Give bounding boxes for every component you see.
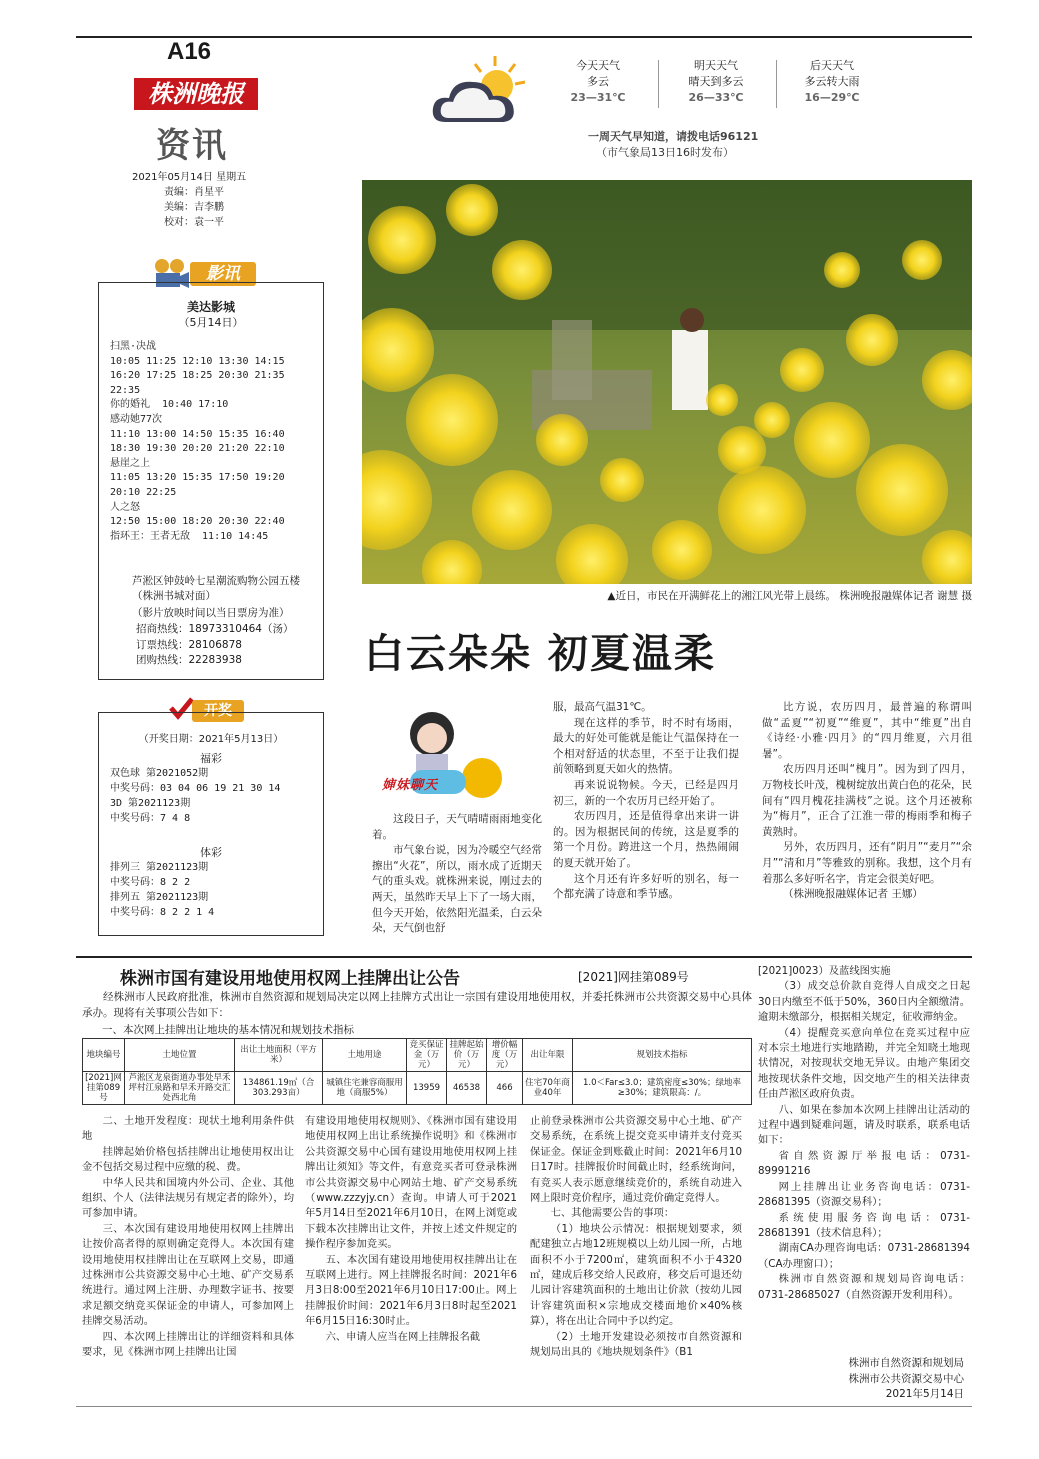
article-col1-paragraph: 市气象台说，因为冷暖空气经常擦出“火花”，所以，雨水成了近期天气的重头戏。就株洲来说，刚过去的两天，虽然昨天早上下了一场大雨，但今天开始，依然阳光温柔，白云朵朵，天气倒也舒 bbox=[372, 844, 542, 935]
news-photo bbox=[362, 180, 972, 584]
notice-col4-paragraph: 系统使用服务咨询电话：0731-28681391（技术信息科）； bbox=[758, 1211, 970, 1239]
td-years: 住宅70年商业40年 bbox=[523, 1072, 573, 1105]
notice-col2-paragraph: 五、本次国有建设用地使用权挂牌出让在互联网上进行。网上挂牌报名时间：2021年6月3日8:00至2021年6月10日17:00止。网上挂牌报价时间：2021年6月3日8时起至2021年6月15日16:30时止。 bbox=[305, 1253, 517, 1328]
welfare-line-1: 双色球 第2021052期 bbox=[110, 768, 209, 779]
welfare-line-2: 中奖号码：03 04 06 19 21 30 14 bbox=[110, 783, 281, 794]
lottery-date: （开奖日期：2021年5月13日） bbox=[138, 734, 284, 745]
weather-day-after bbox=[782, 58, 882, 106]
notice-col2-paragraph: 六、申请人应当在网上挂牌报名截 bbox=[325, 1330, 481, 1343]
notice-col1-paragraph: 四、本次网上挂牌出让的详细资料和具体要求，见《株洲市网上挂牌出让国 bbox=[82, 1330, 294, 1359]
notice-bottom-rule bbox=[76, 1406, 972, 1407]
notice-col4-paragraph: （3）成交总价款自竞得人自成交之日起30日内缴至不低于50%，360日内全额缴清。逾期未缴部分，根据相关规定，征收滞纳金。 bbox=[758, 980, 970, 1024]
article-col2-paragraph: 现在这样的季节，时不时有场雨，最大的好处可能就是能让气温保持在一个相对舒适的状态里，不至于让我们提前领略到夏天如火的热情。 bbox=[553, 716, 739, 776]
notice-col4-paragraph: [2021]0023）及蓝线图实施 bbox=[758, 965, 891, 977]
paper-logo: 株洲晚报 bbox=[134, 78, 258, 110]
article-col2-paragraph: 服，最高气温31℃。 bbox=[553, 701, 652, 713]
article-column-1 bbox=[372, 812, 542, 937]
article-col2-paragraph: 再来说说物候。今天，已经是四月初三，新的一个农历月已经开始了。 bbox=[553, 778, 739, 807]
cinema-address: 芦淞区钟鼓岭七星潮流购物公园五楼（株洲书城对面） bbox=[132, 575, 300, 602]
weather-tomorrow-label: 明天天气 bbox=[694, 59, 738, 72]
notice-col3-paragraph: （1）地块公示情况：根据规划要求，须配建独立占地12班规模以上幼儿园一所，占地面积不小于7200㎡，建筑面积不小于4320㎡，建成后移交给人民政府，移交后可退还幼儿园计容建筑面积的土地出让价款（按幼儿园计容建筑面积×宗地成交楼面地价×40%核算），将在出让合同中予以约定。 bbox=[530, 1222, 742, 1328]
list-item: 18:30 19:30 20:20 21:20 22:10 bbox=[110, 443, 285, 455]
notice-col4-paragraph: 省自然资源厅举报电话：0731-89991216 bbox=[758, 1149, 970, 1178]
td-usage: 城镇住宅兼容商服用地（商服5%） bbox=[323, 1072, 407, 1105]
sports-line-3: 排列五 第2021123期 bbox=[110, 892, 209, 903]
td-deposit: 13959 bbox=[407, 1072, 447, 1105]
list-item: 22:35 bbox=[110, 384, 141, 396]
th-increment: 增价幅度（万元） bbox=[487, 1039, 523, 1072]
list-item: 悬崖之上 bbox=[110, 457, 150, 469]
notice-column-4 bbox=[758, 964, 970, 1303]
td-location: 芦淞区龙泉街道办事处早禾坪村江泉路和早禾开路交汇处西北角 bbox=[125, 1072, 235, 1105]
th-area: 出让土地面积（平方米） bbox=[235, 1039, 323, 1072]
columnist-logo-text: 婶妹聊天 bbox=[382, 778, 439, 793]
notice-number: [2021]网挂第089号 bbox=[578, 970, 689, 984]
cinema-hotlines bbox=[136, 622, 293, 669]
sports-results bbox=[110, 860, 214, 920]
edition-info bbox=[132, 170, 246, 230]
list-item: 指环王：王者无敌 11:10 14:45 bbox=[110, 530, 269, 542]
article-col1-paragraph: 这段日子，天气晴晴雨雨地变化着。 bbox=[372, 813, 542, 841]
notice-col2-paragraph: 有建设用地使用权规则》、《株洲市国有建设用地使用权网上出让系统操作说明》和《株洲市公共资源交易中心国有建设用地使用权网上挂牌出让须知》等文件，有意竞买者可登录株洲市公共资源交易中心网站土地、矿产交易系统（www.zzzyjy.cn）查询。申请人可于2021年5月14日至2021年6月10日，在网上浏览或下载本次挂牌出让文件，并按上述文件规定的操作程序参加竞买。 bbox=[305, 1115, 517, 1251]
weather-divider-2 bbox=[776, 60, 777, 108]
proofreader: 校对：袁一平 bbox=[164, 217, 224, 228]
list-item: 16:20 17:25 18:25 20:30 21:35 bbox=[110, 370, 285, 382]
list-item: 扫黑·决战 bbox=[110, 341, 157, 352]
editor: 责编：肖星平 bbox=[164, 187, 224, 198]
weather-tomorrow bbox=[666, 58, 766, 106]
signer-1: 株洲市自然资源和规划局 bbox=[848, 1357, 964, 1369]
signer-2: 株洲市公共资源交易中心 bbox=[848, 1372, 964, 1385]
sports-line-2: 中奖号码：8 2 2 bbox=[110, 877, 191, 888]
notice-col3-paragraph: 止前登录株洲市公共资源交易中心土地、矿产交易系统，在系统上提交竞买申请并支付竞买保证金。保证金到账截止时间：2021年6月10日17时。挂牌报价时间截止时，经系统询问，有竞买人表示愿意继续竞价的，系统自动进入网上限时竞价程序，通过竞价确定竞得人。 bbox=[530, 1115, 742, 1205]
weather-day-after-label: 后天天气 bbox=[810, 59, 854, 72]
list-item: 11:05 13:20 15:35 17:50 19:20 bbox=[110, 472, 285, 484]
th-start-price: 挂牌起始价（万元） bbox=[447, 1039, 487, 1072]
section-title: 资讯 bbox=[156, 126, 228, 166]
art-editor: 美编：吉李鹏 bbox=[164, 202, 224, 213]
weather-today-desc: 多云 bbox=[587, 75, 609, 88]
th-plot-no: 地块编号 bbox=[83, 1039, 125, 1072]
cinema-schedule bbox=[110, 340, 320, 544]
article-column-2 bbox=[553, 700, 739, 903]
article-col3-paragraph: （株洲晚报融媒体记者 王娜） bbox=[783, 888, 923, 901]
article-col2-paragraph: 农历四月，还是值得拿出来讲一讲的。因为根据民间的传统，这是夏季的第一个月份。跨进这一个月，热热闹闹的夏天就开始了。 bbox=[553, 810, 739, 869]
welfare-line-4: 中奖号码：7 4 8 bbox=[110, 813, 191, 824]
notice-col4-paragraph: 八、如果在参加本次网上挂牌出让活动的过程中遇到疑难问题，请及时联系，联系电话如下： bbox=[758, 1103, 970, 1147]
photo-caption: ▲近日，市民在开满鲜花上的湘江风光带上晨练。 株洲晚报融媒体记者 谢慧 摄 bbox=[607, 590, 972, 602]
notice-column-3 bbox=[530, 1114, 742, 1361]
weather-hotline: 一周天气早知道，请拨电话96121 bbox=[588, 130, 759, 143]
th-location: 土地位置 bbox=[125, 1039, 235, 1072]
notice-col1-paragraph: 二、土地开发程度：现状土地利用条件供地 bbox=[82, 1115, 294, 1143]
list-item: 人之怒 bbox=[110, 501, 140, 513]
list-item: 20:10 22:25 bbox=[110, 486, 177, 498]
welfare-line-3: 3D 第2021123期 bbox=[110, 798, 191, 809]
td-increment: 466 bbox=[487, 1072, 523, 1105]
plot-table bbox=[82, 1038, 752, 1105]
cinema-badge: 影讯 bbox=[190, 262, 256, 286]
hotline-booking: 订票热线：28106878 bbox=[136, 638, 242, 651]
th-years: 出让年限 bbox=[523, 1039, 573, 1072]
notice-col3-paragraph: （2）土地开发建设必须按市自然资源和规划局出具的《地块规划条件》（B1 bbox=[530, 1330, 742, 1359]
edition-date: 2021年05月14日 星期五 bbox=[132, 172, 247, 183]
th-indicators: 规划技术指标 bbox=[573, 1039, 752, 1072]
notice-col3-paragraph: 七、其他需要公告的事项： bbox=[550, 1207, 675, 1220]
list-item: 11:10 13:00 14:50 15:35 16:40 bbox=[110, 428, 285, 440]
notice-col4-paragraph: 株洲市自然资源和规划局咨询电话：0731-28685027（自然资源开发利用科）。 bbox=[758, 1273, 970, 1301]
notice-top-rule bbox=[76, 956, 972, 958]
weather-today-label: 今天天气 bbox=[576, 59, 620, 72]
notice-section-1: 一、本次网上挂牌出让地块的基本情况和规划技术指标 bbox=[102, 1024, 354, 1036]
hotline-business: 招商热线：18973310464（汤） bbox=[136, 623, 294, 635]
td-plot-no: [2021]网挂第089号 bbox=[83, 1072, 125, 1105]
notice-col1-paragraph: 三、本次国有建设用地使用权网上挂牌出让按价高者得的原则确定竞得人。本次国有建设用地使用权挂牌出让在互联网上交易，即通过株洲市公共资源交易中心土地、矿产交易系统进行。通过网上注册、办理数字证书、按要求足额交纳竞买保证金的申请人，可参加网上挂牌交易活动。 bbox=[82, 1222, 294, 1328]
article-headline: 白云朵朵 初夏温柔 bbox=[364, 631, 716, 677]
cinema-note: （影片放映时间以当日票房为准） bbox=[132, 607, 290, 619]
th-usage: 土地用途 bbox=[323, 1039, 407, 1072]
sports-line-4: 中奖号码：8 2 2 1 4 bbox=[110, 907, 215, 918]
page-number: A16 bbox=[167, 38, 212, 65]
notice-col1-paragraph: 中华人民共和国境内外公司、企业、其他组织、个人（法律法规另有规定者的除外），均可参加申请。 bbox=[82, 1176, 294, 1220]
notice-col1-paragraph: 挂牌起始价格包括挂牌出让地使用权出让金不包括交易过程中应缴的税、费。 bbox=[82, 1145, 294, 1174]
notice-title: 株洲市国有建设用地使用权网上挂牌出让公告 bbox=[120, 969, 460, 989]
hotline-group: 团购热线：22283938 bbox=[136, 654, 242, 666]
lottery-badge: 开奖 bbox=[192, 700, 244, 722]
plot-table-wrap bbox=[82, 1038, 752, 1105]
weather-today bbox=[548, 58, 648, 106]
td-indicators: 1.0＜Far≤3.0；建筑密度≤30%；绿地率≥30%；建筑限高：/。 bbox=[573, 1072, 752, 1105]
td-area: 134861.19㎡（合303.293亩） bbox=[235, 1072, 323, 1105]
article-col3-paragraph: 另外，农历四月，还有“阴月”“麦月”“余月”“清和月”等雅致的别称。我想，这个月有着那么多好听名字，肯定会很美好吧。 bbox=[762, 841, 972, 885]
td-start-price: 46538 bbox=[447, 1072, 487, 1105]
weather-icon bbox=[425, 52, 537, 132]
article-col3-paragraph: 农历四月还叫“槐月”。因为到了四月，万物枝长叶茂，槐树绽放出黄白色的花朵，民间有“四月槐花挂满枝”之说。这个月还被称为“梅月”，正合了江淮一带的梅雨季和梅子黄熟时。 bbox=[762, 763, 972, 838]
weather-day-after-desc: 多云转大雨 bbox=[804, 75, 860, 88]
columnist-logo bbox=[370, 702, 510, 806]
sports-title: 体彩 bbox=[200, 846, 222, 859]
weather-issued: （市气象局13日16时发布） bbox=[596, 146, 734, 159]
welfare-results bbox=[110, 766, 280, 826]
signer-date: 2021年5月14日 bbox=[885, 1388, 964, 1401]
plot-table-header bbox=[83, 1039, 752, 1072]
article-col3-paragraph: 比方说，农历四月，最普遍的称谓叫做“孟夏”“初夏”“维夏”，其中“维夏”出自《诗经·小雅·四月》的“四月维夏，六月徂暑”。 bbox=[762, 701, 972, 760]
list-item: 你的婚礼 10:40 17:10 bbox=[110, 399, 229, 411]
article-col2-paragraph: 这个月还有许多好听的别名，每一个都充满了诗意和季节感。 bbox=[553, 872, 739, 901]
weather-divider-1 bbox=[658, 60, 659, 108]
notice-signers bbox=[758, 1356, 964, 1403]
list-item: 10:05 11:25 12:10 13:30 14:15 bbox=[110, 355, 285, 367]
sports-line-1: 排列三 第2021123期 bbox=[110, 862, 209, 873]
weather-tomorrow-desc: 晴天到多云 bbox=[688, 75, 744, 88]
table-row bbox=[83, 1072, 752, 1105]
article-column-3 bbox=[762, 700, 972, 903]
weather-day-after-temp: 16—29℃ bbox=[804, 91, 860, 104]
notice-col4-paragraph: （4）提醒竞买意向单位在竞买过程中应对本宗土地进行实地踏勘，并完全知晓土地现状情况，对按现状交地无异议。由地产集团交地按现状条件交地，因交地产生的相关法律责任由芦淞区政府负责。 bbox=[758, 1026, 970, 1101]
notice-column-1 bbox=[82, 1114, 294, 1361]
cinema-name: 美达影城 bbox=[186, 300, 235, 314]
weather-forecast bbox=[548, 58, 878, 112]
welfare-title: 福彩 bbox=[200, 752, 222, 765]
notice-intro: 经株洲市人民政府批准，株洲市自然资源和规划局决定以网上挂牌方式出让一宗国有建设用地使用权，并委托株洲市公共资源交易中心具体承办。现将有关事项公告如下： bbox=[82, 991, 752, 1019]
notice-col4-paragraph: 网上挂牌出让业务咨询电话：0731-28681395（资源交易科）； bbox=[758, 1180, 970, 1209]
weather-tomorrow-temp: 26—33℃ bbox=[688, 91, 744, 104]
weather-today-temp: 23—31℃ bbox=[570, 91, 626, 104]
list-item: 12:50 15:00 18:20 20:30 22:40 bbox=[110, 516, 285, 528]
list-item: 感动她77次 bbox=[110, 413, 163, 425]
th-deposit: 竞买保证金（万元） bbox=[407, 1039, 447, 1072]
notice-column-2 bbox=[305, 1114, 517, 1345]
cinema-date: （5月14日） bbox=[178, 316, 244, 329]
notice-col4-paragraph: 湖南CA办理咨询电话：0731-28681394（CA办理窗口）； bbox=[758, 1242, 970, 1270]
